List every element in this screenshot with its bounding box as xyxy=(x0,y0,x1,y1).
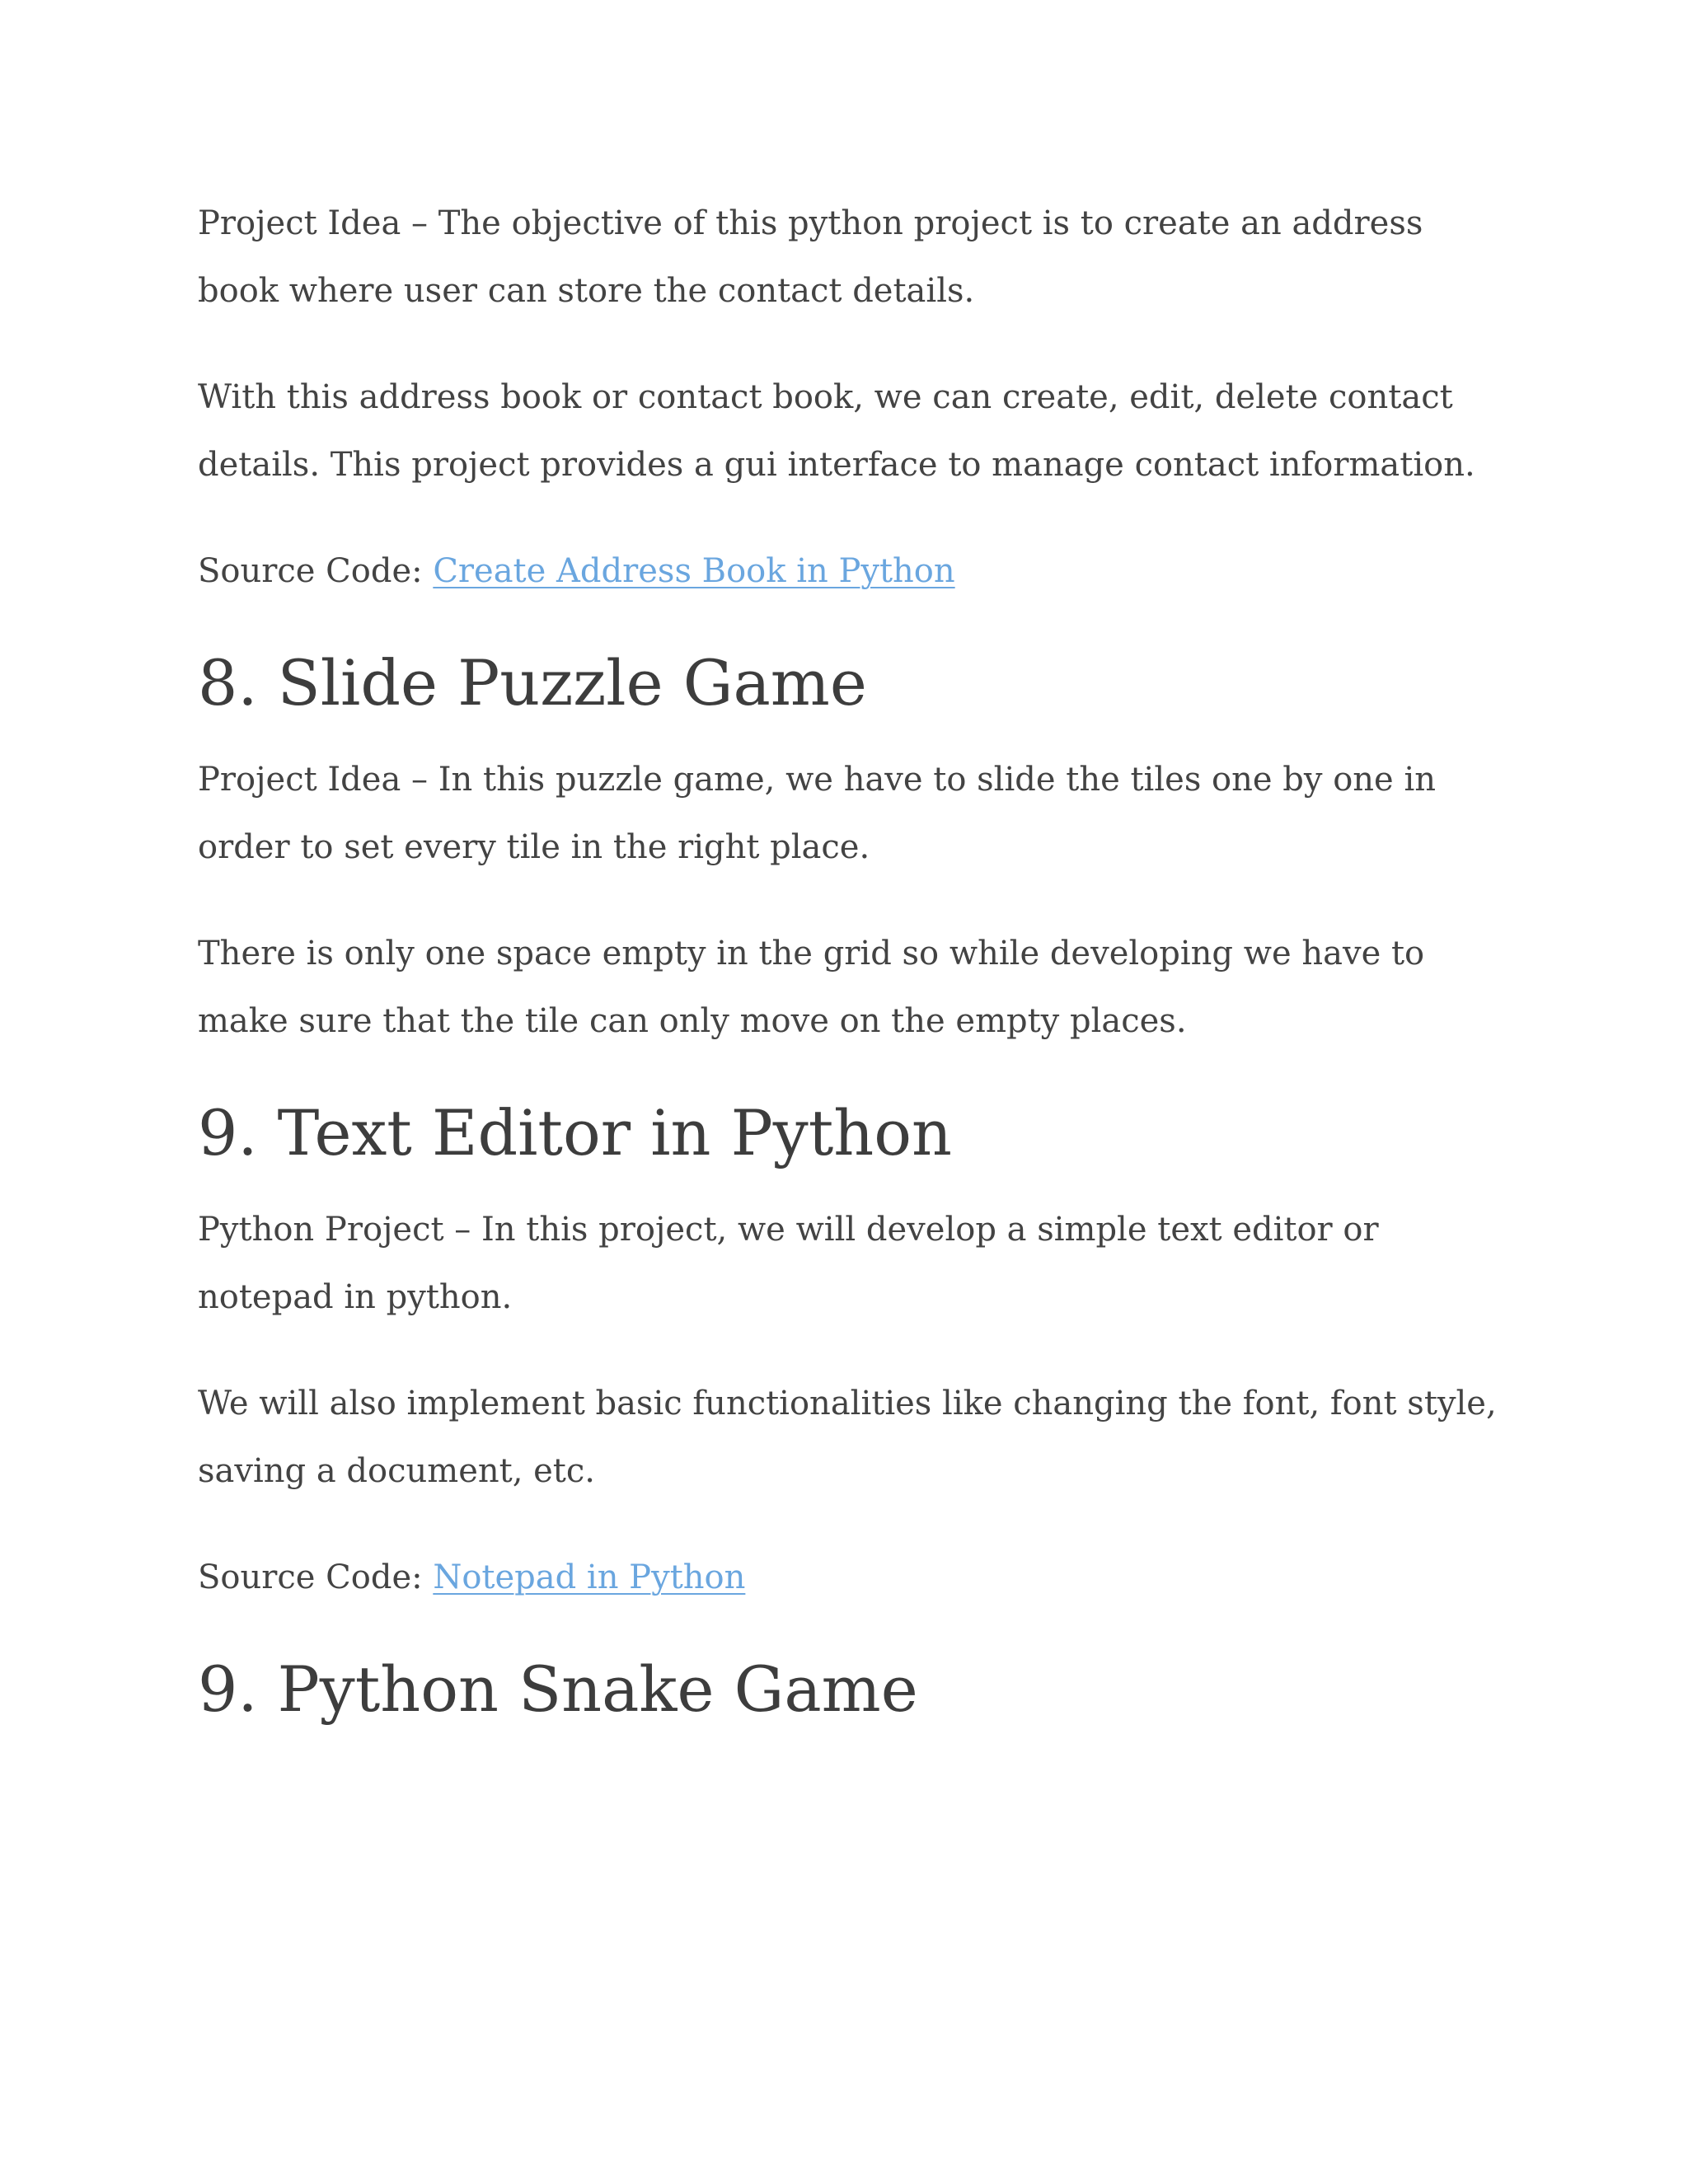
text-editor-description: We will also implement basic functionalities like changing the font, font style, saving a document, etc. xyxy=(198,1385,1497,1490)
slide-puzzle-description: There is only one space empty in the grid so while developing we have to make sure that the tile can only move on the empty places. xyxy=(198,935,1425,1040)
address-book-idea: Project Idea – The objective of this python project is to create an address book where user can store the contact details. xyxy=(198,204,1423,310)
slide-puzzle-idea: Project Idea – In this puzzle game, we have to slide the tiles one by one in order to set every tile in the right place. xyxy=(198,761,1436,866)
slide-puzzle-heading: 8. Slide Puzzle Game xyxy=(198,646,867,719)
address-book-source xyxy=(198,537,1500,605)
source-code-label: Source Code: xyxy=(198,552,434,590)
document-page xyxy=(198,190,1500,1752)
text-editor-source-link[interactable]: Notepad in Python xyxy=(433,1558,746,1596)
address-book-description: With this address book or contact book, we can create, edit, delete contact details. This project provides a gui interface to manage contact information. xyxy=(198,378,1475,484)
text-editor-source xyxy=(198,1544,1500,1611)
text-editor-idea: Python Project – In this project, we will develop a simple text editor or notepad in python. xyxy=(198,1211,1379,1316)
source-code-label: Source Code: xyxy=(198,1558,434,1596)
snake-game-heading: 9. Python Snake Game xyxy=(198,1652,918,1726)
address-book-source-link[interactable]: Create Address Book in Python xyxy=(433,552,955,590)
text-editor-heading: 9. Text Editor in Python xyxy=(198,1096,952,1169)
